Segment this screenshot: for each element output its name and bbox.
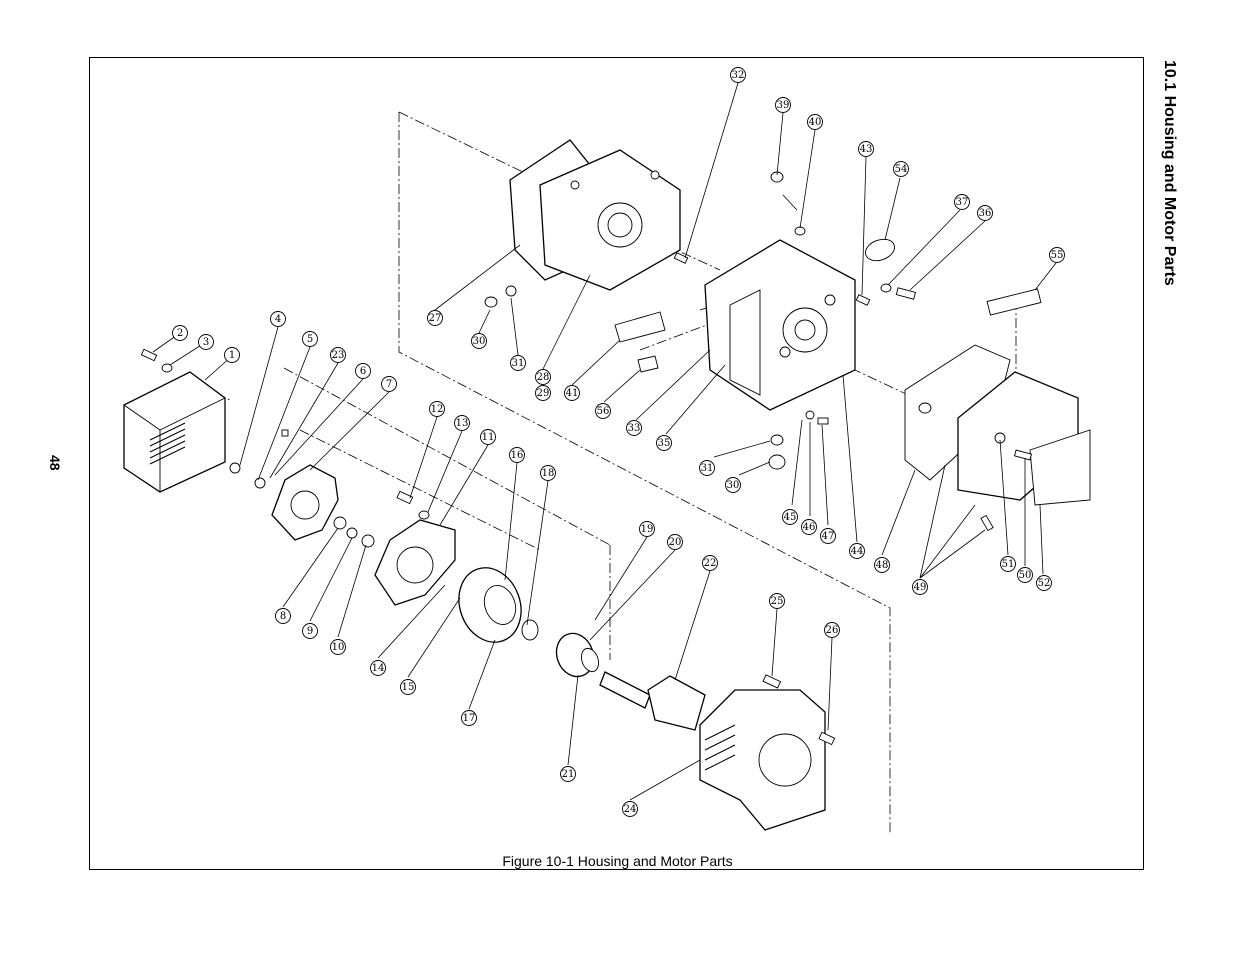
- callout-number: 55: [1050, 250, 1064, 261]
- callout-number: 10: [331, 642, 345, 653]
- end-cover: [124, 372, 225, 492]
- callout-49: [913, 580, 928, 595]
- callout-22: [703, 556, 718, 571]
- callout-number: 43: [859, 144, 873, 155]
- callout-7: [382, 377, 397, 392]
- callout-19: [640, 522, 655, 537]
- callout-47: [821, 529, 836, 544]
- callout-number: 30: [472, 336, 486, 347]
- callout-31-upper: [511, 356, 526, 371]
- callout-number: 15: [401, 682, 415, 693]
- callout-12: [430, 402, 445, 417]
- callout-number: 35: [657, 438, 671, 449]
- callout-number: 23: [331, 350, 345, 361]
- callout-number: 30: [726, 480, 740, 491]
- callout-13: [455, 416, 470, 431]
- callout-36: [978, 206, 993, 221]
- page-number: 48: [47, 455, 63, 471]
- callout-number: 17: [462, 713, 476, 724]
- callout-15: [401, 680, 416, 695]
- callout-4: [271, 312, 286, 327]
- callout-21: [561, 767, 576, 782]
- callout-25: [770, 594, 785, 609]
- callout-45: [783, 510, 798, 525]
- callout-number: 49: [913, 582, 927, 593]
- callout-number: 52: [1037, 578, 1051, 589]
- callout-2: [173, 326, 188, 341]
- callout-number: 8: [279, 611, 287, 622]
- callout-number: 27: [428, 313, 442, 324]
- callout-11: [481, 430, 496, 445]
- callout-number: 2: [176, 328, 184, 339]
- callout-number: 4: [274, 314, 282, 325]
- callout-32: [731, 68, 746, 83]
- callout-1: [225, 348, 240, 363]
- section-title: 10.1 Housing and Motor Parts: [1161, 60, 1178, 286]
- callout-55: [1050, 248, 1065, 263]
- callout-number: 48: [875, 560, 889, 571]
- callout-39: [776, 98, 791, 113]
- callout-28: [536, 370, 551, 385]
- callout-41: [565, 386, 580, 401]
- callout-44: [850, 544, 865, 559]
- callout-number: 31: [700, 463, 714, 474]
- callout-52: [1037, 576, 1052, 591]
- callout-number: 19: [640, 524, 654, 535]
- callout-8: [276, 609, 291, 624]
- callout-23: [331, 348, 346, 363]
- callout-33: [627, 421, 642, 436]
- callout-3: [199, 335, 214, 350]
- callout-6: [356, 364, 371, 379]
- nameplate-labels: [615, 312, 665, 372]
- callout-number: 44: [850, 546, 864, 557]
- stator-frame-24: [700, 690, 825, 830]
- callout-48: [875, 558, 890, 573]
- callout-43: [859, 142, 874, 157]
- callout-40: [808, 115, 823, 130]
- callout-number: 45: [783, 512, 797, 523]
- callout-number: 22: [703, 558, 717, 569]
- callout-56: [596, 404, 611, 419]
- callout-number: 37: [955, 197, 969, 208]
- gasket-54: [862, 235, 897, 264]
- callout-number: 56: [596, 406, 610, 417]
- callout-29: [536, 386, 551, 401]
- callout-18: [541, 466, 556, 481]
- callout-26: [825, 623, 840, 638]
- callout-number: 18: [541, 468, 555, 479]
- callout-number: 3: [202, 337, 210, 348]
- callout-number: 14: [371, 663, 385, 674]
- callout-number: 33: [627, 423, 641, 434]
- callout-54: [894, 162, 909, 177]
- callout-14: [371, 661, 386, 676]
- callout-46: [802, 520, 817, 535]
- callout-35: [657, 436, 672, 451]
- callout-27: [428, 311, 443, 326]
- cover-screw: [141, 349, 172, 372]
- rotor-shaft-22: [600, 672, 705, 730]
- callout-24: [623, 802, 638, 817]
- gear-housing-lower: [705, 240, 855, 410]
- brake-disc-7: [272, 465, 338, 540]
- figure-caption: Figure 10-1 Housing and Motor Parts: [502, 853, 733, 869]
- callout-10: [331, 640, 346, 655]
- gear-housing-upper: [510, 140, 680, 290]
- callout-30-lower: [726, 478, 741, 493]
- callout-number: 31: [511, 358, 525, 369]
- callout-37: [955, 195, 970, 210]
- callout-number: 12: [430, 404, 444, 415]
- callout-50: [1018, 568, 1033, 583]
- callout-number: 26: [825, 625, 839, 636]
- callout-number: 13: [455, 418, 469, 429]
- callout-31-lower: [700, 461, 715, 476]
- callout-16: [510, 448, 525, 463]
- callout-number: 41: [565, 388, 579, 399]
- callout-17: [462, 711, 477, 726]
- callout-number: 32: [731, 70, 745, 81]
- bearing-cover-11: [375, 520, 455, 605]
- callout-number: 6: [359, 366, 367, 377]
- callout-number: 40: [808, 117, 822, 128]
- callout-51: [1001, 557, 1016, 572]
- brake-assembly-16: [449, 559, 531, 651]
- callout-number: 46: [802, 522, 816, 533]
- callout-30-upper: [472, 334, 487, 349]
- callout-number: 9: [306, 626, 314, 637]
- callout-9: [303, 624, 318, 639]
- callout-number: 20: [668, 537, 682, 548]
- callout-number: 5: [306, 334, 314, 345]
- callout-number: 50: [1018, 570, 1032, 581]
- callout-number: 1: [228, 350, 236, 361]
- callout-number: 21: [561, 769, 575, 780]
- callout-5: [303, 332, 318, 347]
- callout-number: 16: [510, 450, 524, 461]
- callout-number: 28: [536, 372, 550, 383]
- callout-number: 47: [821, 531, 835, 542]
- callout-number: 39: [776, 100, 790, 111]
- callout-number: 29: [536, 388, 550, 399]
- callout-number: 51: [1001, 559, 1015, 570]
- callout-number: 24: [623, 804, 637, 815]
- callout-number: 11: [481, 432, 495, 443]
- callout-number: 7: [385, 379, 393, 390]
- callout-number: 25: [770, 596, 784, 607]
- callout-number: 54: [894, 164, 908, 175]
- callout-number: 36: [978, 208, 992, 219]
- callout-20: [668, 535, 683, 550]
